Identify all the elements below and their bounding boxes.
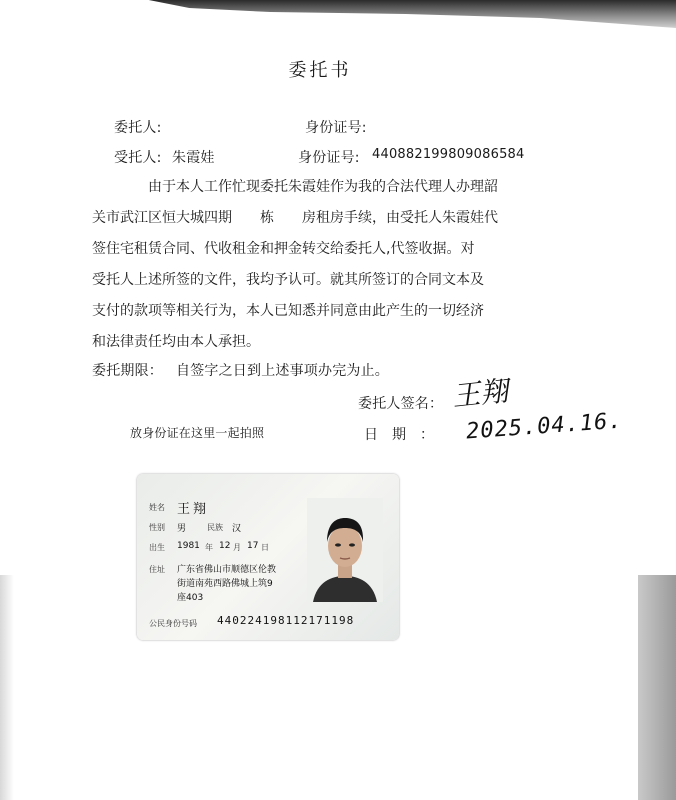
principal-label: 委托人: xyxy=(114,120,162,136)
paper-edge xyxy=(0,575,14,800)
document-title: 委托书 xyxy=(288,60,352,81)
body-line: 受托人上述所签的文件，我均予认可。就其所签订的合同文本及 xyxy=(92,272,484,288)
id-sex-label: 性别 xyxy=(149,523,165,532)
body-line: 关市武江区恒大城四期 栋 房租房手续，由受托人朱霞娃代 xyxy=(92,210,498,226)
signature-label: 委托人签名： xyxy=(358,396,444,412)
id-address-line: 街道南苑西路佛城上筑9 xyxy=(177,579,273,589)
id-number: 440224198112171198 xyxy=(217,614,355,627)
id-birth-label: 出生 xyxy=(149,543,165,552)
id-birth-month: 12 xyxy=(219,541,231,551)
body-line: 由于本人工作忙现委托朱霞娃作为我的合法代理人办理韶 xyxy=(148,179,498,195)
agent-name: 朱霞娃 xyxy=(172,150,215,166)
photo-instruction: 放身份证在这里一起拍照 xyxy=(130,426,265,440)
handwritten-signature: 王翔 xyxy=(450,374,510,413)
id-birth-year: 1981 xyxy=(177,541,200,551)
id-birth-day: 17 xyxy=(247,541,259,551)
portrait-image xyxy=(307,498,383,602)
id-ethnicity-label: 民族 xyxy=(207,523,223,532)
agent-label: 受托人: xyxy=(114,150,162,166)
id-day-unit: 日 xyxy=(261,543,269,552)
principal-id-label: 身份证号: xyxy=(305,120,367,136)
agent-id-label: 身份证号: xyxy=(298,150,360,166)
top-shadow xyxy=(0,0,676,40)
id-year-unit: 年 xyxy=(205,543,213,552)
date-label: 日期： xyxy=(364,427,448,443)
id-address-label: 住址 xyxy=(149,565,165,574)
id-sex: 男 xyxy=(177,524,187,534)
body-line: 和法律责任均由本人承担。 xyxy=(92,334,260,350)
id-address-line: 广东省佛山市顺德区伦教 xyxy=(177,565,277,575)
id-ethnicity: 汉 xyxy=(232,524,242,534)
handwritten-date: 2025.04.16. xyxy=(465,408,624,445)
id-address-line: 座403 xyxy=(177,593,204,603)
period-text: 自签字之日到上述事项办完为止。 xyxy=(176,363,389,379)
agent-id-number: 440882199809086584 xyxy=(372,147,525,162)
background-surface xyxy=(638,575,676,800)
body-paragraph xyxy=(92,172,532,358)
id-number-label: 公民身份号码 xyxy=(149,619,197,628)
id-month-unit: 月 xyxy=(233,543,241,552)
id-name: 王翔 xyxy=(177,502,210,517)
body-line: 签住宅租赁合同、代收租金和押金转交给委托人,代签收据。对 xyxy=(92,241,475,257)
id-photo xyxy=(307,498,383,602)
id-name-label: 姓名 xyxy=(149,503,165,512)
id-card xyxy=(137,474,399,640)
period-label: 委托期限： xyxy=(92,363,163,379)
body-line: 支付的款项等相关行为，本人已知悉并同意由此产生的一切经济 xyxy=(92,303,484,319)
